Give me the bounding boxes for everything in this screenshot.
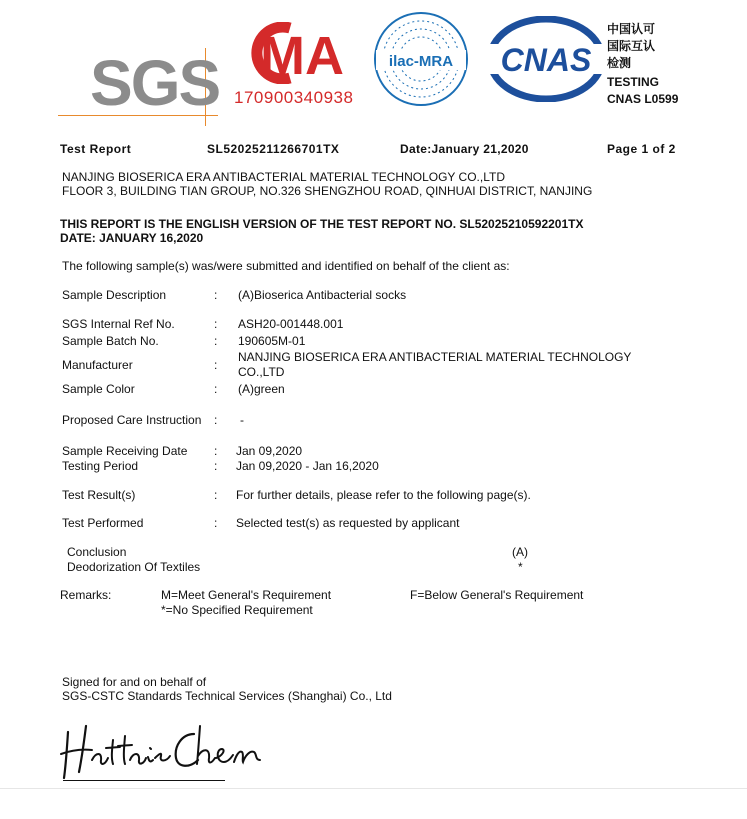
manufacturer-value-line-2: CO.,LTD [238,365,285,379]
cnas-side-line-2: 国际互认 [607,39,656,53]
field-colon: : [214,459,218,473]
internal-ref-value: ASH20-001448.001 [238,317,344,331]
client-name: NANJING BIOSERICA ERA ANTIBACTERIAL MATERIAL TECHNOLOGY CO.,LTD [62,170,505,184]
ilac-mra-icon [372,10,470,108]
signature-underline [63,780,225,781]
report-label: Test Report [60,142,132,156]
sample-color-value: (A)green [238,382,285,396]
test-performed-value: Selected test(s) as requested by applicant [236,516,460,530]
signing-company: SGS-CSTC Standards Technical Services (Shanghai) Co., Ltd [62,689,392,703]
field-colon: : [214,288,218,302]
report-number: SL52025211266701TX [207,142,340,156]
test-performed-label: Test Performed [62,516,144,530]
conclusion-row-value: * [518,560,523,574]
ilac-text: ilac-MRA [388,53,454,70]
care-instruction-value: - [240,413,244,427]
cnas-side-line-5: CNAS L0599 [607,92,679,106]
sgs-logo-text: SGS [90,47,220,119]
batch-no-value: 190605M-01 [238,334,306,348]
cnas-side-line-4: TESTING [607,75,660,89]
testing-period-label: Testing Period [62,459,139,473]
english-version-notice: THIS REPORT IS THE ENGLISH VERSION OF THE TEST REPORT NO. SL52025210592201TX [60,217,584,231]
cma-number: 170900340938 [234,88,354,107]
sample-color-label: Sample Color [62,382,135,396]
receiving-date-label: Sample Receiving Date [62,444,188,458]
conclusion-column: (A) [512,545,528,559]
receiving-date-value: Jan 09,2020 [236,444,303,458]
field-colon: : [214,334,218,348]
field-colon: : [214,488,218,502]
report-date: Date:January 21,2020 [400,142,529,156]
field-colon: : [214,413,218,427]
batch-no-label: Sample Batch No. [62,334,159,348]
notice-date: DATE: JANUARY 16,2020 [60,231,204,245]
remarks-none: *=No Specified Requirement [161,603,313,617]
cnas-text: CNAS [500,42,592,78]
field-colon: : [214,444,218,458]
test-results-label: Test Result(s) [62,488,136,502]
cnas-side-line-3: 检测 [607,56,632,70]
sample-description-value: (A)Bioserica Antibacterial socks [238,288,407,302]
page-indicator: Page 1 of 2 [607,142,676,156]
cnas-side-line-1: 中国认可 [607,22,656,36]
remarks-below: F=Below General's Requirement [410,588,584,602]
care-instruction-label: Proposed Care Instruction [62,413,202,427]
client-address: FLOOR 3, BUILDING TIAN GROUP, NO.326 SHENGZHOU ROAD, QINHUAI DISTRICT, NANJING [62,184,593,198]
remarks-meet: M=Meet General's Requirement [161,588,332,602]
sample-description-label: Sample Description [62,288,167,302]
conclusion-heading: Conclusion [67,545,127,559]
cma-mark-icon [232,22,360,84]
internal-ref-label: SGS Internal Ref No. [62,317,175,331]
test-results-value: For further details, please refer to the following page(s). [236,488,531,502]
handwritten-signature-icon [58,712,268,782]
cnas-mark-icon [486,16,606,102]
manufacturer-value-line-1: NANJING BIOSERICA ERA ANTIBACTERIAL MATERIAL TECHNOLOGY [238,350,632,364]
conclusion-row-label: Deodorization Of Textiles [67,560,201,574]
intro-text: The following sample(s) was/were submitted and identified on behalf of the client as: [62,259,510,273]
cma-letters: MA [260,26,344,84]
field-colon: : [214,317,218,331]
field-colon: : [214,516,218,530]
field-colon: : [214,358,218,372]
page-bottom-rule [0,788,747,789]
signed-on-behalf: Signed for and on behalf of [62,675,207,689]
remarks-label: Remarks: [60,588,112,602]
testing-period-value: Jan 09,2020 - Jan 16,2020 [236,459,379,473]
field-colon: : [214,382,218,396]
manufacturer-label: Manufacturer [62,358,133,372]
